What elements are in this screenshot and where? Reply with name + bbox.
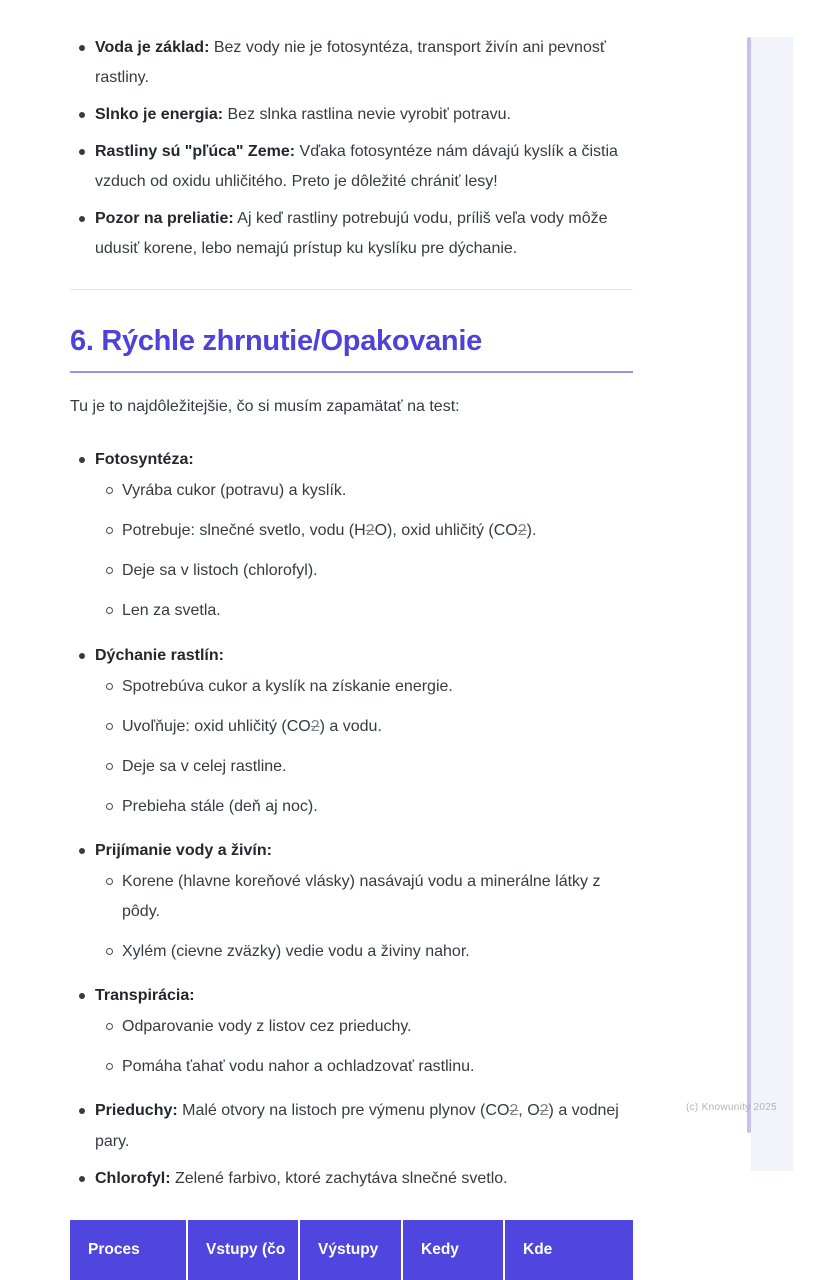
bullet-lead: Pozor na preliatie: <box>95 210 234 228</box>
table-header-proces: Proces <box>70 1220 188 1280</box>
bullet-lead: Slnko je energia: <box>95 106 224 124</box>
text-segment: Spotrebúva cukor a kyslík na získanie energie. <box>122 677 453 695</box>
bullet-text <box>122 522 536 539</box>
bullet-text <box>122 718 382 735</box>
text-segment: , O <box>518 1102 540 1120</box>
struck-subscript: 2 <box>517 522 527 540</box>
bullet-text <box>122 678 453 695</box>
sub-list-item <box>95 476 633 506</box>
list-item <box>70 1164 633 1194</box>
list-item <box>70 981 633 1082</box>
bullet-text <box>122 482 346 499</box>
sub-list <box>95 1012 633 1082</box>
sub-list <box>95 867 633 967</box>
sub-list-item <box>95 792 633 822</box>
bullet-text <box>122 562 318 579</box>
sub-list <box>95 672 633 822</box>
struck-subscript: 2 <box>539 1102 549 1120</box>
text-segment: Deje sa v celej rastline. <box>122 757 287 775</box>
bullet-lead: Transpirácia: <box>95 987 195 1005</box>
bullet-lead: Fotosyntéza: <box>95 451 194 469</box>
bullet-text: Vďaka fotosyntéze nám dávajú kyslík a čistia vzduch od oxidu uhličitého. Preto je dôležité chrániť lesy! <box>95 143 618 191</box>
table-header-kde: Kde <box>505 1220 633 1280</box>
list-item <box>70 33 633 93</box>
struck-subscript: 2 <box>310 717 320 735</box>
list-item <box>70 137 633 197</box>
bullet-lead: Prieduchy: <box>95 1102 178 1120</box>
summary-table-header-row <box>70 1220 633 1280</box>
key-points-list <box>70 33 633 265</box>
table-header-vystupy: Výstupy <box>300 1220 403 1280</box>
bullet-lead: Rastliny sú "pľúca" Zeme: <box>95 143 296 161</box>
bullet-text: Bez slnka rastlina nevie vyrobiť potravu. <box>227 106 511 124</box>
bullet-text: Bez vody nie je fotosyntéza, transport živín ani pevnosť rastliny. <box>95 39 606 87</box>
sub-list-item <box>95 1052 633 1082</box>
text-segment: Potrebuje: slnečné svetlo, vodu (H <box>122 522 366 540</box>
sub-list-item <box>95 867 633 927</box>
text-segment: Malé otvory na listoch pre výmenu plynov (CO <box>182 1102 510 1120</box>
text-segment: O), oxid uhličitý (CO <box>374 522 518 540</box>
sub-list-item <box>95 596 633 626</box>
sub-list-item <box>95 672 633 702</box>
bullet-text: Aj keď rastliny potrebujú vodu, príliš veľa vody môže udusiť korene, lebo nemajú prístup ku kyslíku pre dýchanie. <box>95 210 608 258</box>
text-segment: Pomáha ťahať vodu nahor a ochladzovať rastlinu. <box>122 1058 475 1076</box>
section-heading: 6. Rýchle zhrnutie/Opakovanie <box>70 325 633 373</box>
bullet-lead: Dýchanie rastlín: <box>95 646 224 664</box>
text-segment: Vyrába cukor (potravu) a kyslík. <box>122 482 347 500</box>
list-item <box>70 1096 633 1156</box>
text-segment: Uvoľňuje: oxid uhličitý (CO <box>122 717 311 735</box>
bullet-lead: Chlorofyl: <box>95 1169 171 1187</box>
text-segment: Len za svetla. <box>122 602 221 620</box>
next-page-preview <box>751 37 793 1171</box>
list-item <box>70 445 633 626</box>
text-segment: ) a vodu. <box>319 717 382 735</box>
text-segment: ) a vodnej pary. <box>95 1102 619 1150</box>
section-divider <box>70 289 633 290</box>
text-segment: Deje sa v listoch (chlorofyl). <box>122 562 318 580</box>
sub-list <box>95 476 633 626</box>
sub-list-item <box>95 937 633 967</box>
section-intro: Tu je to najdôležitejšie, čo si musím zapamätať na test: <box>70 397 460 415</box>
bullet-text <box>122 873 600 920</box>
text-segment: Zelené farbivo, ktoré zachytáva slnečné svetlo. <box>175 1169 508 1187</box>
bullet-text <box>122 943 470 960</box>
table-header-vstupy: Vstupy (čo <box>188 1220 300 1280</box>
bullet-text <box>175 1170 508 1187</box>
sub-list-item <box>95 1012 633 1042</box>
table-header-kedy: Kedy <box>403 1220 505 1280</box>
struck-subscript: 2 <box>365 522 375 540</box>
list-item <box>70 641 633 822</box>
list-item <box>70 100 633 130</box>
bullet-text <box>122 758 287 775</box>
list-item <box>70 204 633 264</box>
text-segment: ). <box>526 522 537 540</box>
watermark: (c) Knowunity 2025 <box>686 1102 778 1113</box>
bullet-text <box>122 602 221 619</box>
page-content <box>70 33 633 1280</box>
text-segment: Korene (hlavne koreňové vlásky) nasávajú vodu a minerálne látky z pôdy. <box>122 873 601 921</box>
sub-list-item <box>95 752 633 782</box>
list-item <box>70 836 633 967</box>
summary-list <box>70 445 633 1194</box>
sub-list-item <box>95 556 633 586</box>
sub-list-item <box>95 516 633 546</box>
sub-list-item <box>95 712 633 742</box>
text-segment: Xylém (cievne zväzky) vedie vodu a živiny nahor. <box>122 943 470 961</box>
struck-subscript: 2 <box>509 1102 519 1120</box>
bullet-lead: Voda je základ: <box>95 39 210 56</box>
scrollbar-thumb[interactable] <box>747 37 751 1133</box>
bullet-lead: Prijímanie vody a živín: <box>95 841 272 859</box>
bullet-text <box>122 798 318 815</box>
text-segment: Odparovanie vody z listov cez prieduchy. <box>122 1018 412 1036</box>
text-segment: Prebieha stále (deň aj noc). <box>122 797 318 815</box>
bullet-text <box>122 1058 474 1075</box>
bullet-text <box>122 1018 412 1035</box>
